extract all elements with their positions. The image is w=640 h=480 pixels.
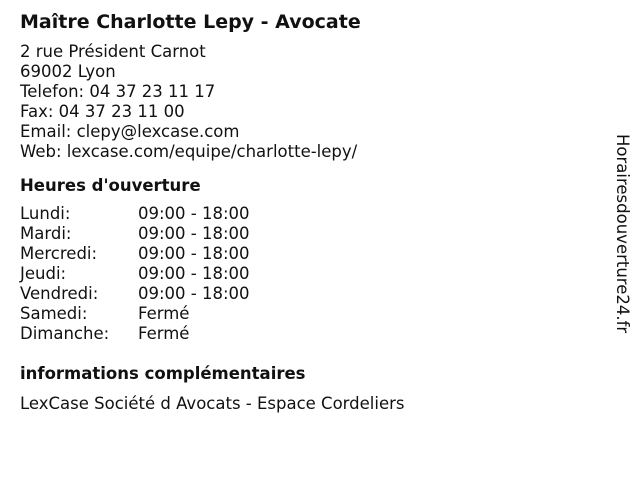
day-label: Vendredi: <box>20 284 99 303</box>
day-hours: 09:00 - 18:00 <box>138 264 250 283</box>
hours-row-wednesday <box>20 244 250 264</box>
day-label: Mardi: <box>20 224 72 243</box>
city-address: 69002 Lyon <box>20 62 116 81</box>
day-hours: Fermé <box>138 324 190 343</box>
day-label: Jeudi: <box>20 264 67 283</box>
day-label: Mercredi: <box>20 244 98 263</box>
fax-number: Fax: 04 37 23 11 00 <box>20 102 185 121</box>
business-card <box>20 10 600 414</box>
day-label: Dimanche: <box>20 324 110 343</box>
page-title: Maître Charlotte Lepy - Avocate <box>20 11 361 33</box>
additional-info-text: LexCase Société d Avocats - Espace Cordeliers <box>20 394 405 413</box>
hours-row-tuesday <box>20 224 250 244</box>
hours-table <box>20 204 250 344</box>
hours-row-sunday <box>20 324 250 344</box>
email-address: Email: clepy@lexcase.com <box>20 122 240 141</box>
hours-row-thursday <box>20 264 250 284</box>
day-label: Lundi: <box>20 204 71 223</box>
additional-info-heading: informations complémentaires <box>20 364 306 383</box>
hours-row-friday <box>20 284 250 304</box>
day-hours: Fermé <box>138 304 190 323</box>
hours-heading: Heures d'ouverture <box>20 176 201 195</box>
phone-number: Telefon: 04 37 23 11 17 <box>20 82 216 101</box>
hours-row-saturday <box>20 304 250 324</box>
day-label: Samedi: <box>20 304 88 323</box>
hours-row-monday <box>20 204 250 224</box>
day-hours: 09:00 - 18:00 <box>138 244 250 263</box>
day-hours: 09:00 - 18:00 <box>138 284 250 303</box>
day-hours: 09:00 - 18:00 <box>138 204 250 223</box>
site-brand-text: Horairesdouverture24.fr <box>613 134 632 334</box>
contact-block <box>20 42 600 162</box>
site-brand-watermark <box>612 134 636 374</box>
website-url: Web: lexcase.com/equipe/charlotte-lepy/ <box>20 142 358 161</box>
day-hours: 09:00 - 18:00 <box>138 224 250 243</box>
street-address: 2 rue Président Carnot <box>20 42 206 61</box>
